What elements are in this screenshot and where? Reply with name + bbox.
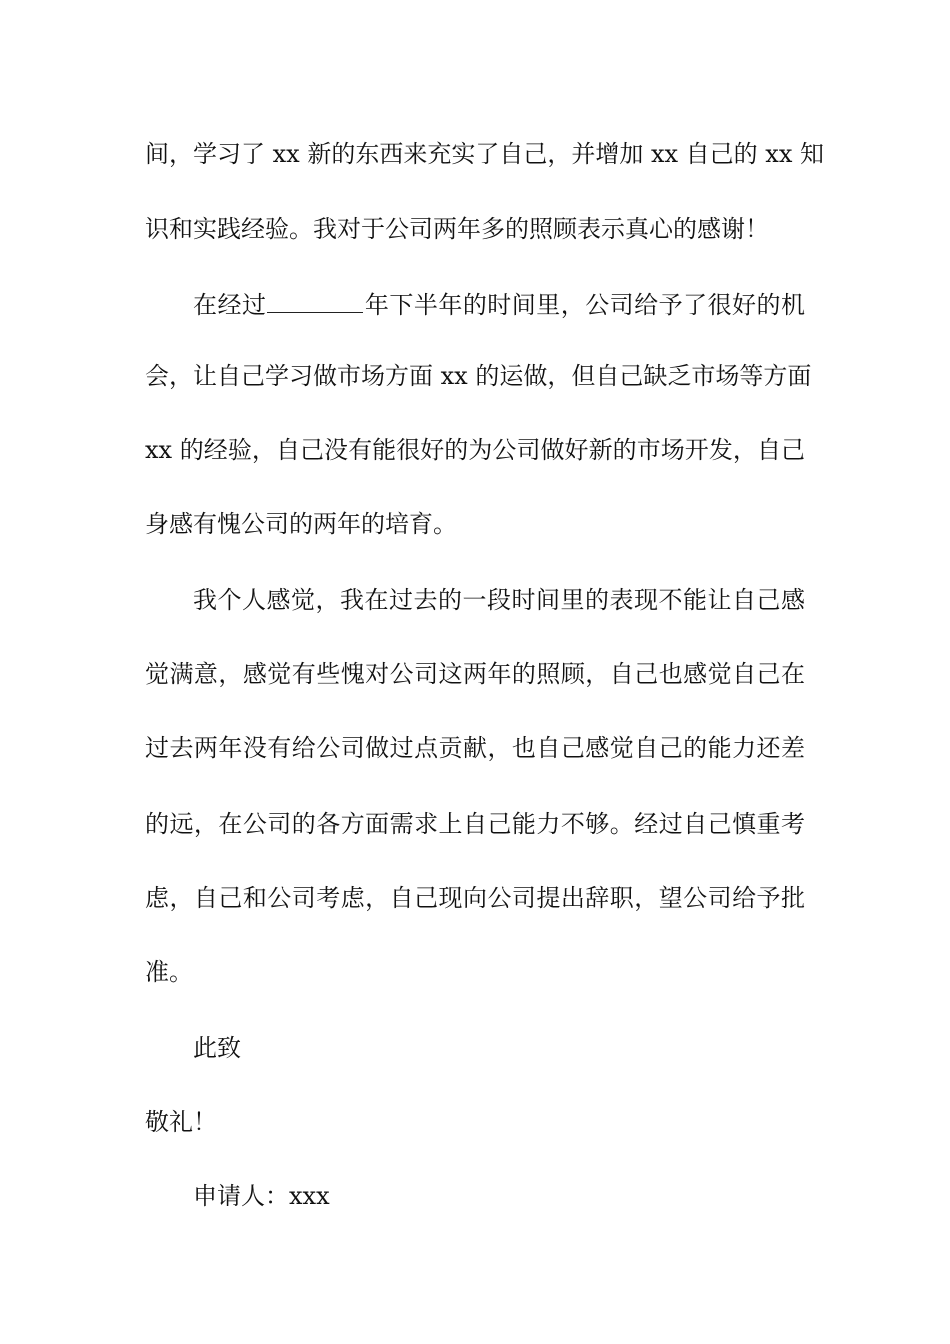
- paragraph-line: 觉满意，感觉有些愧对公司这两年的照顾，自己也感觉自己在: [145, 660, 805, 688]
- paragraph-line: 虑，自己和公司考虑，自己现向公司提出辞职，望公司给予批: [145, 884, 805, 912]
- paragraph-line: 识和实践经验。我对于公司两年多的照顾表示真心的感谢！: [145, 215, 769, 243]
- paragraph-line: 准。: [145, 958, 193, 986]
- paragraph-line: xx 的经验，自己没有能很好的为公司做好新的市场开发，自己: [145, 436, 805, 464]
- applicant-signature: 申请人：xxx: [193, 1182, 330, 1210]
- paragraph-line: 间，学习了 xx 新的东西来充实了自己，并增加 xx 自己的 xx 知: [145, 140, 824, 168]
- paragraph-line: 的远，在公司的各方面需求上自己能力不够。经过自己慎重考: [145, 810, 805, 838]
- salute-text: 敬礼！: [145, 1108, 217, 1136]
- year-blank: [267, 284, 363, 313]
- text-before-blank: 在经过: [193, 291, 267, 319]
- closing-text: 此致: [193, 1034, 241, 1062]
- paragraph-line: 会，让自己学习做市场方面 xx 的运做，但自己缺乏市场等方面: [145, 362, 812, 390]
- paragraph-line: 过去两年没有给公司做过点贡献，也自己感觉自己的能力还差: [145, 734, 805, 762]
- paragraph-line: [193, 284, 805, 320]
- paragraph-line: 我个人感觉，我在过去的一段时间里的表现不能让自己感: [193, 586, 805, 614]
- paragraph-line: 身感有愧公司的两年的培育。: [145, 510, 457, 538]
- text-after-blank: 年下半年的时间里，公司给予了很好的机: [364, 291, 806, 319]
